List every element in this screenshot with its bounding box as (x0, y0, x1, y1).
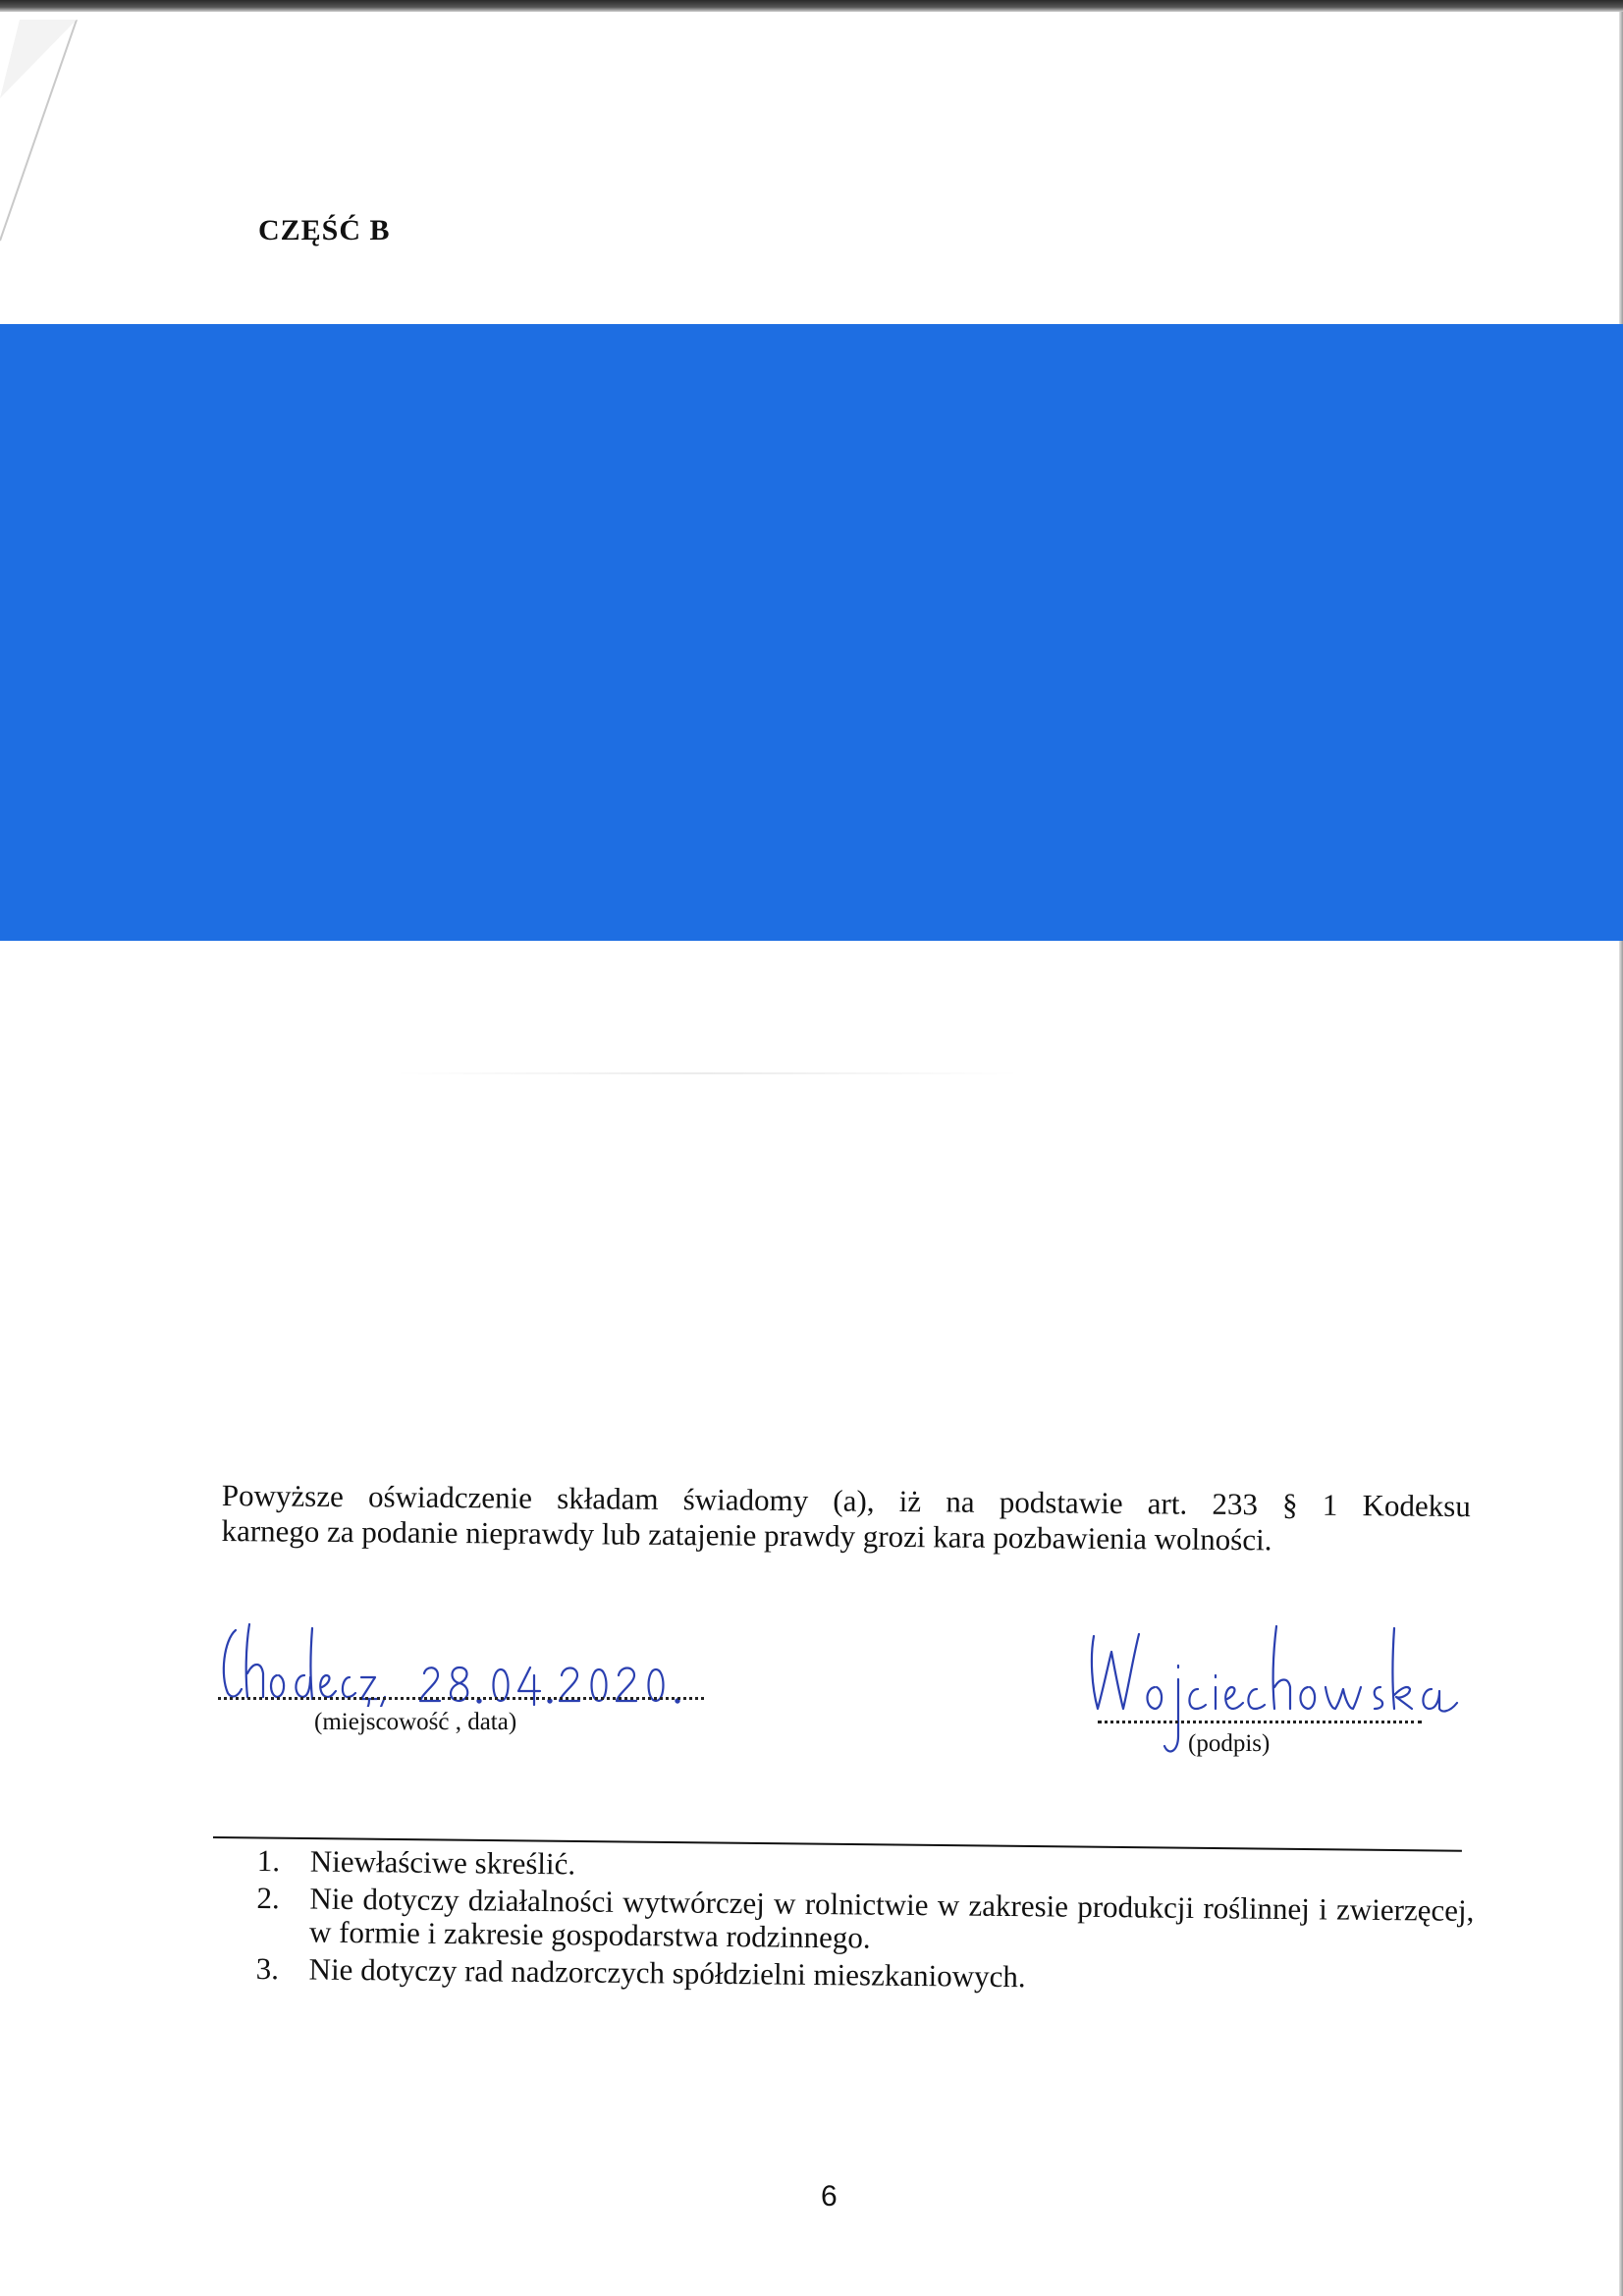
place-date-caption: (miejscowość , data) (314, 1709, 517, 1735)
footnote-number: 3. (255, 1950, 280, 1987)
footnote-text: Nie dotyczy rad nadzorczych spółdzielni mieszkaniowych. (308, 1951, 1026, 1995)
statement-line: karnego za podanie nieprawdy lub zatajenie prawdy grozi kara pozbawienia wolności. (221, 1512, 1272, 1558)
place-date-dotted-line (218, 1697, 704, 1700)
handwritten-signature (1080, 1618, 1468, 1766)
statement-line: Powyższe oświadczenie składam świadomy (a), iż na podstawie art. 233 § 1 Kodeksu (221, 1478, 1471, 1524)
signature-dotted-line (1098, 1721, 1422, 1723)
footnote-text: Niewłaściwe skreślić. (309, 1843, 576, 1882)
handwritten-place-date (216, 1618, 727, 1707)
section-heading: CZĘŚĆ B (258, 214, 391, 246)
footnote-number: 2. (256, 1880, 280, 1916)
footnote-item (256, 1882, 1475, 1961)
paper-fold-mark (0, 20, 108, 246)
footnotes-list (255, 1844, 1474, 2002)
page-number: 6 (821, 2180, 838, 2213)
signature-caption: (podpis) (1188, 1730, 1271, 1757)
faint-scan-line (393, 1072, 1021, 1074)
footnote-text: Nie dotyczy działalności wytwórczej w rolnictwie w zakresie produkcji roślinnej i zwierzęcej, w formie i zakresie gospodarstwa rodzinnego. (308, 1881, 1475, 1955)
redaction-block (0, 324, 1623, 941)
declaration-statement (221, 1478, 1471, 1559)
footnote-number: 1. (256, 1843, 281, 1879)
scan-top-edge (0, 0, 1623, 12)
